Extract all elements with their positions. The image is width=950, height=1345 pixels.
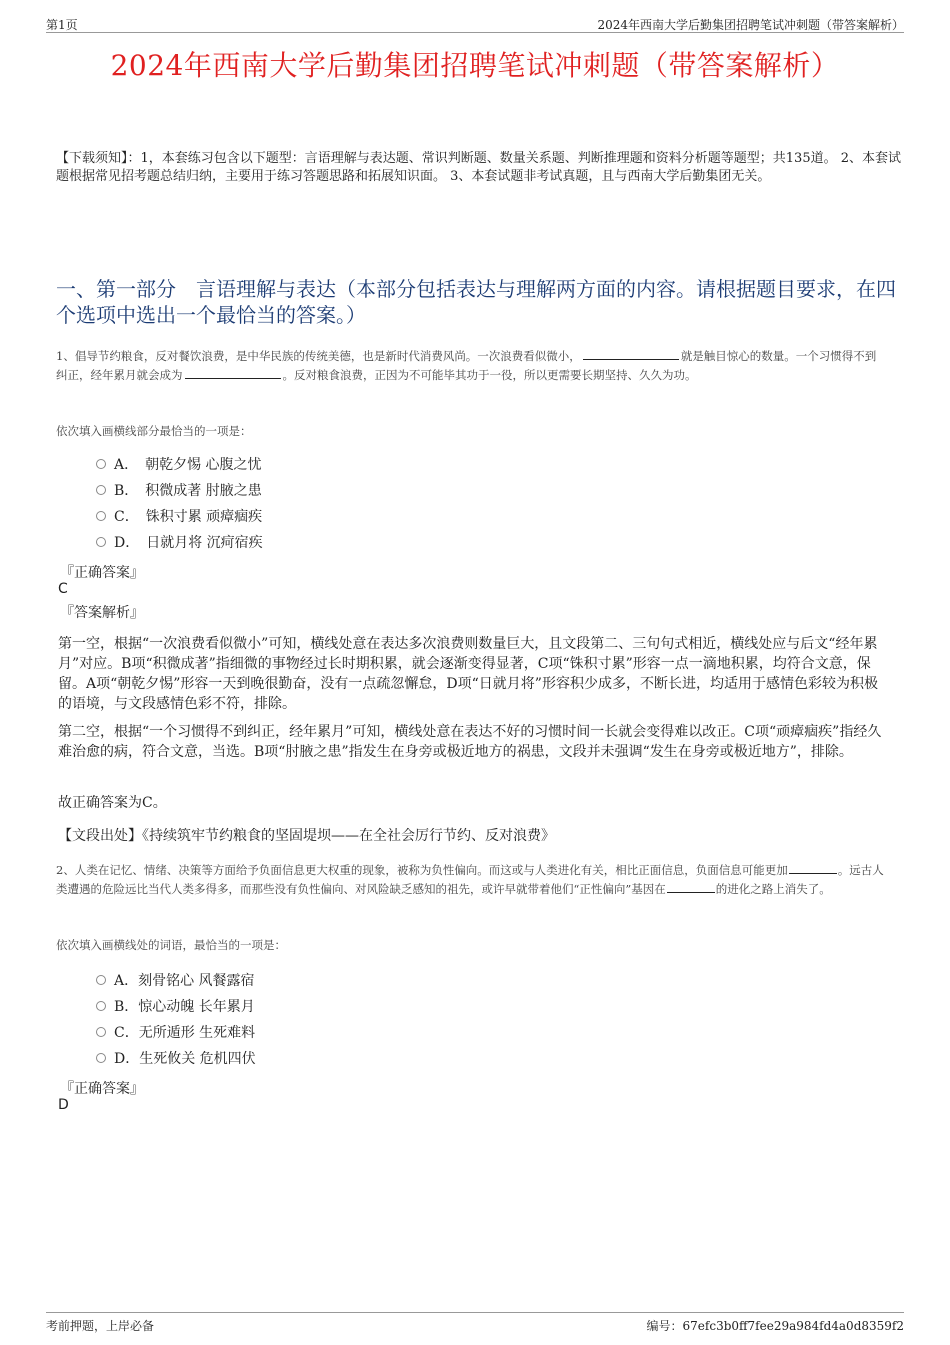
blank [583,347,679,360]
q1-analysis-paragraph-2: 第二空，根据“一个习惯得不到纠正，经年累月”可知，横线处意在表达不好的习惯时间一长就会变得难以改正。C项“顽瘴痼疾”指经久难治愈的病，符合文意，当选。B项“肘腋之患”指发生在身旁或极近地方的祸患，文段并未强调“发生在身旁或极近地方”，排除。 [58,724,882,760]
radio-icon[interactable] [96,1027,106,1037]
question-1-prompt: 依次填入画横线部分最恰当的一项是： [56,424,252,438]
radio-icon[interactable] [96,459,106,469]
radio-icon[interactable] [96,1053,106,1063]
page-footer [46,1312,904,1333]
question-2-text [56,861,886,899]
q1-text-part-a: 1、倡导节约粮食，反对餐饮浪费，是中华民族的传统美德，也是新时代消费风尚。一次浪费看似微小， [56,349,581,363]
radio-icon[interactable] [96,975,106,985]
question-1-text [56,347,886,385]
q1-analysis-paragraph-1: 第一空，根据“一次浪费看似微小”可知，横线处意在表达多次浪费则数量巨大，且文段第二、三句句式相近，横线处应与后文“经年累月”对应。B项“积微成著”指细微的事物经过长时期积累，就会逐渐变得显著，C项“铢积寸累”形容一点一滴地积累，均符合文意，保留。A项“朝乾夕惕”形容一天到晚很勤奋，没有一点疏忽懈怠，D项“日就月将”形容积少成多，不断长进，均适用于感情色彩较为积极的语境，与文段感情色彩不符，排除。 [58,636,878,712]
q1-option-c[interactable]: C． 铢积寸累 顽瘴痼疾 [96,507,262,527]
q1-answer-label: 『正确答案』 [60,565,144,581]
q2-answer: D [58,1097,69,1113]
q1-analysis-label: 『答案解析』 [60,605,144,621]
q2-option-b[interactable]: B．惊心动魄 长年累月 [96,997,255,1017]
footer-slogan: 考前押题，上岸必备 [46,1319,155,1333]
footer-code: 编号：67efc3b0ff7fee29a984fd4a0d8359f2 [646,1319,904,1333]
radio-icon[interactable] [96,1001,106,1011]
q2-text-part-c: 的进化之路上消失了。 [715,882,831,896]
q2-text-part-a: 2、人类在记忆、情绪、决策等方面给予负面信息更大权重的现象，被称为负性偏向。而这或与人类进化有关，相比正面信息，负面信息可能更加 [56,863,788,877]
header-doc-title: 2024年西南大学后勤集团招聘笔试冲刺题（带答案解析） [597,18,904,32]
q1-answer: C [58,581,68,597]
question-2-prompt: 依次填入画横线处的词语，最恰当的一项是： [56,938,286,952]
q2-text-part-b: 。远古人类遭遇的危险远比当代人类多得多，而那些没有负性偏向、对风险缺乏感知的祖先，或许早就带着他们“正性偏向”基因在 [56,863,884,896]
blank [185,366,281,379]
q1-option-d[interactable]: D． 日就月将 沉疴宿疾 [96,533,263,553]
download-notice: 【下载须知】：1，本套练习包含以下题型：言语理解与表达题、常识判断题、数量关系题、判断推理题和资料分析题等题型；共135道。 2、本套试题根据常见招考题总结归纳，主要用于练习答题思路和拓展知识面。 3、本套试题非考试真题，且与西南大学后勤集团无关。 [56,151,901,184]
q1-source: 【文段出处】《持续筑牢节约粮食的坚固堤坝——在全社会厉行节约、反对浪费》 [58,828,555,844]
page-header [46,14,904,33]
blank [667,880,715,893]
q1-conclusion: 故正确答案为C。 [58,795,167,811]
q2-option-d[interactable]: D．生死攸关 危机四伏 [96,1049,256,1069]
q1-option-a[interactable]: A． 朝乾夕惕 心腹之忧 [96,455,262,475]
q2-option-c[interactable]: C．无所遁形 生死难料 [96,1023,255,1043]
q1-text-part-b: 就是触目惊心的数量。一个习惯得不到纠正，经年累月就会成为 [56,349,877,382]
radio-icon[interactable] [96,537,106,547]
q1-option-b[interactable]: B． 积微成著 肘腋之患 [96,481,262,501]
section-title: 一、第一部分 言语理解与表达（本部分包括表达与理解两方面的内容。请根据题目要求，在四个选项中选出一个最恰当的答案。） [56,277,896,327]
radio-icon[interactable] [96,485,106,495]
q1-text-part-c: 。反对粮食浪费，正因为不可能毕其功于一役，所以更需要长期坚持、久久为功。 [282,368,697,382]
q2-option-a[interactable]: A．刻骨铭心 风餐露宿 [96,971,255,991]
q2-answer-label: 『正确答案』 [60,1081,144,1097]
page-number: 第1页 [46,18,78,32]
blank [789,861,837,874]
document-title: 2024年西南大学后勤集团招聘笔试冲刺题（带答案解析） [110,49,840,82]
radio-icon[interactable] [96,511,106,521]
